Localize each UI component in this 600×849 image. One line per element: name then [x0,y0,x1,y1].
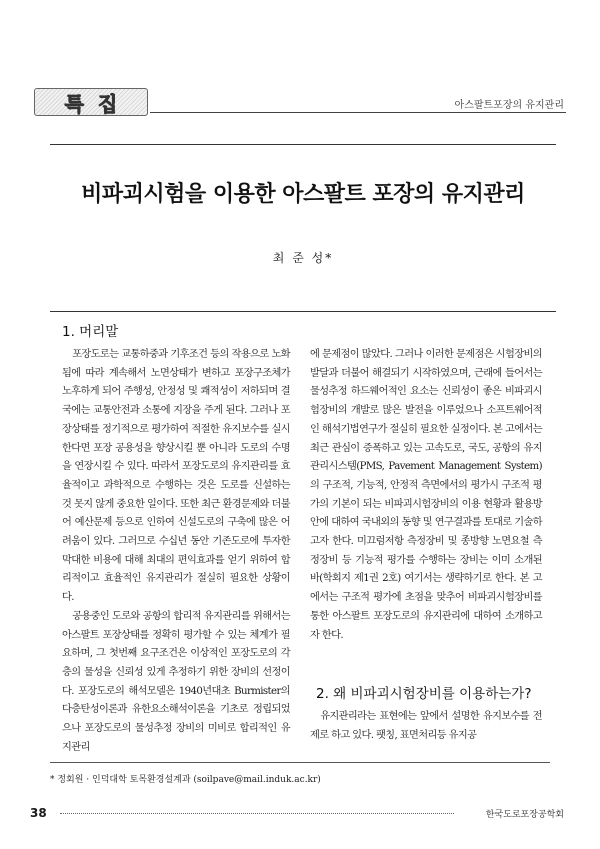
section-2-body [310,708,542,745]
footnote-rule [50,762,550,763]
feature-badge [34,88,148,116]
article-author: 최 준 성* [272,251,334,265]
journal-name: 한국도로포장공학회 [485,810,564,820]
section-1-heading: 1. 머리말 [62,324,119,340]
page-number: 38 [30,806,47,820]
section-2-paragraph: 유지관리라는 표현에는 앞에서 설명한 유지보수를 전제로 하고 있다. 팻칭, 표면처리등 유지공 [310,711,542,741]
section-1-paragraph-1: 포장도로는 교통하중과 기후조건 등의 작용으로 노화됨에 따라 계속해서 노면상태가 변하고 포장구조체가 노후하게 되어 주행성, 안정성 및 쾌적성이 저하되며 결국에는 교통안전과 소통에 지장을 주게 된다. 그러나 포장상태를 정기적으로 평가하여 적절한 유지보수를 실시한다면 포장 공용성을 향상시킬 뿐 아니라 도로의 수명을 연장시킬 수 있다. 따라서 포장도로의 유지관리를 효율적이고 과학적으로 수행하는 것은 도로를 신설하는 것 못지 않게 중요한 일이다. 또한 최근 환경문제와 더불어 예산문제 등으로 인하여 신설도로의 구축에 많은 어려움이 있다. 그러므로 수십년 동안 기존도로에 투자한 막대한 비용에 대해 최대의 편익효과를 얻기 위하여 합리적이고 효율적인 유지관리가 절실히 필요한 상황이다. [62,349,290,604]
right-column [310,346,542,645]
author-footnote: * 정회원 · 인덕대학 토목환경설계과 (soilpave@mail.induk.ac.kr) [50,775,321,785]
section-1-paragraph-3: 에 문제점이 많았다. 그러나 이러한 문제점은 시험장비의 발달과 더불어 해결되기 시작하였으며, 근래에 들어서는 물성추정 하드웨어적인 요소는 신뢰성이 좋은 비파괴시험장비의 개발로 많은 발전을 이루었으나 소프트웨어적인 해석기법연구가 절실히 필요한 실정이다. 본 고에서는 최근 관심이 증폭하고 있는 고속도로, 국도, 공항의 유지관리시스템(PMS, Pavement Management System)의 구조적, 기능적, 안정적 측면에서의 평가시 구조적 평가의 기본이 되는 비파괴시험장비의 이용 현황과 활용방안에 대하여 국내외의 동향 및 연구결과를 토대로 기술하고자 한다. 미끄럼저항 측정장비 및 종방향 노면요철 측정장비 등 기능적 평가를 수행하는 장비는 이미 소개된 바(학회지 제1권 2호) 여기서는 생략하기로 한다. 본 고에서는 구조적 평가에 초점을 맞추어 비파괴시험장비를 통한 아스팔트 포장도로의 유지관리에 대하여 소개하고자 한다. [310,349,542,641]
page-footer [30,806,564,820]
footer-dotted-rule [60,813,454,814]
header-rule [150,112,566,113]
article-title: 비파괴시험을 이용한 아스팔트 포장의 유지관리 [81,182,525,207]
section-2-heading: 2. 왜 비파괴시험장비를 이용하는가? [316,686,532,702]
title-block [50,144,556,312]
section-1-paragraph-2: 공용중인 도로와 공항의 합리적 유지관리를 위해서는 아스팔트 포장상태를 정확히 평가할 수 있는 체계가 필요하며, 그 첫번째 요구조건은 이상적인 포장도로의 각 층의 물성을 신뢰성 있게 추정하기 위한 장비의 선정이다. 포장도로의 해석모델은 1940년대초 Burmister의 다층탄성이론과 유한요소해석이론을 기초로 정립되었으나 포장도로의 물성추정 장비의 미비로 합리적인 유지관리 [62,610,290,753]
left-column [62,346,290,757]
running-head: 아스팔트포장의 유지관리 [454,100,564,111]
feature-badge-label: 특집 [64,91,132,116]
